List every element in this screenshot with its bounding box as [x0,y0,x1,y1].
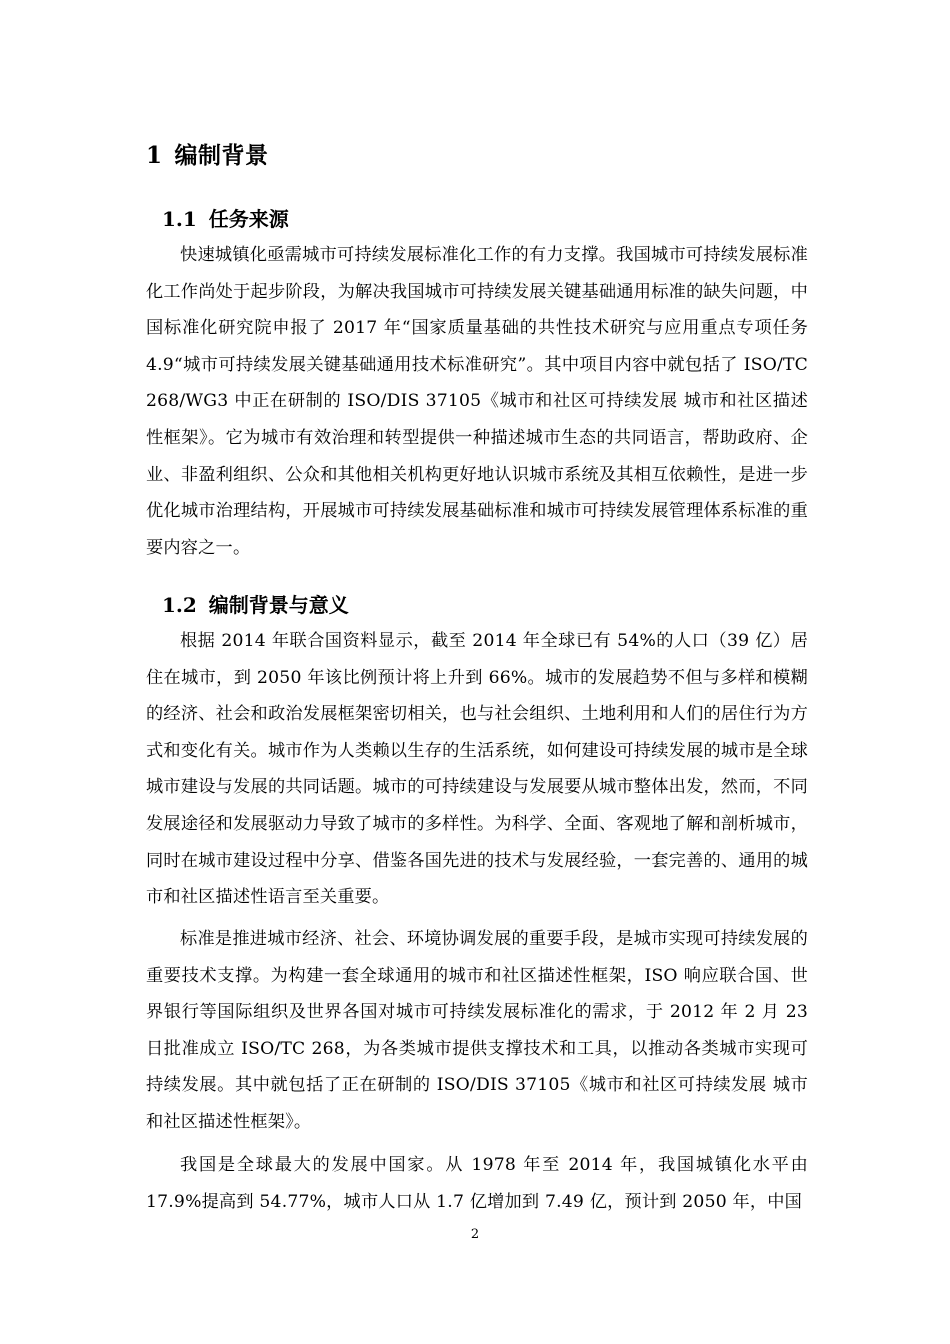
paragraph-background-2: 标准是推进城市经济、社会、环境协调发展的重要手段，是城市实现可持续发展的重要技术支撑。为构建一套全球通用的城市和社区描述性框架，ISO 响应联合国、世界银行等国际组织及世界各国对城市可持续发展标准化的需求，于 2012 年 2 月 23 日批准成立 ISO/TC 268，为各类城市提供支撑技术和工具，以推动各类城市实现可持续发展。其中就包括了正在研制的 ISO/DIS 37105《城市和社区可持续发展 城市和社区描述性框架》。 [146,929,808,1132]
subsection-number: 1.2 [162,593,197,617]
paragraph-background-1: 根据 2014 年联合国资料显示，截至 2014 年全球已有 54%的人口（39 亿）居住在城市，到 2050 年该比例预计将上升到 66%。城市的发展趋势不但与多样和模糊的经济、社会和政治发展框架密切相关，也与社会组织、土地利用和人们的居住行为方式和变化有关。城市作为人类赖以生存的生活系统，如何建设可持续发展的城市是全球城市建设与发展的共同话题。城市的可持续建设与发展要从城市整体出发，然而，不同发展途径和发展驱动力导致了城市的多样性。为科学、全面、客观地了解和剖析城市，同时在城市建设过程中分享、借鉴各国先进的技术与发展经验，一套完善的、通用的城市和社区描述性语言至关重要。 [146,631,808,908]
page-number: 2 [470,1227,480,1242]
subsection-title: 编制背景与意义 [208,593,349,617]
subsection-heading-1-2 [162,589,349,618]
paragraph-task-source: 快速城镇化亟需城市可持续发展标准化工作的有力支撑。我国城市可持续发展标准化工作尚处于起步阶段，为解决我国城市可持续发展关键基础通用标准的缺失问题，中国标准化研究院申报了 2017 年“国家质量基础的共性技术研究与应用重点专项任务 4.9“城市可持续发展关键基础通用技术标准研究”。其中项目内容中就包括了 ISO/TC 268/WG3 中正在研制的 ISO/DIS 37105《城市和社区可持续发展 城市和社区描述性框架》。它为城市有效治理和转型提供一种描述城市生态的共同语言，帮助政府、企业、非盈利组织、公众和其他相关机构更好地认识城市系统及其相互依赖性，是进一步优化城市治理结构，开展城市可持续发展基础标准和城市可持续发展管理体系标准的重要内容之一。 [146,245,808,558]
section-heading-1 [146,137,269,170]
subsection-number: 1.1 [162,207,197,231]
subsection-heading-1-1 [162,203,289,232]
section-number: 1 [146,142,163,169]
paragraph-background-3: 我国是全球最大的发展中国家。从 1978 年至 2014 年，我国城镇化水平由 17.9%提高到 54.77%，城市人口从 1.7 亿增加到 7.49 亿，预计到 2050 年，中国 [146,1155,808,1212]
subsection-title: 任务来源 [208,207,289,231]
section-title: 编制背景 [174,142,269,169]
